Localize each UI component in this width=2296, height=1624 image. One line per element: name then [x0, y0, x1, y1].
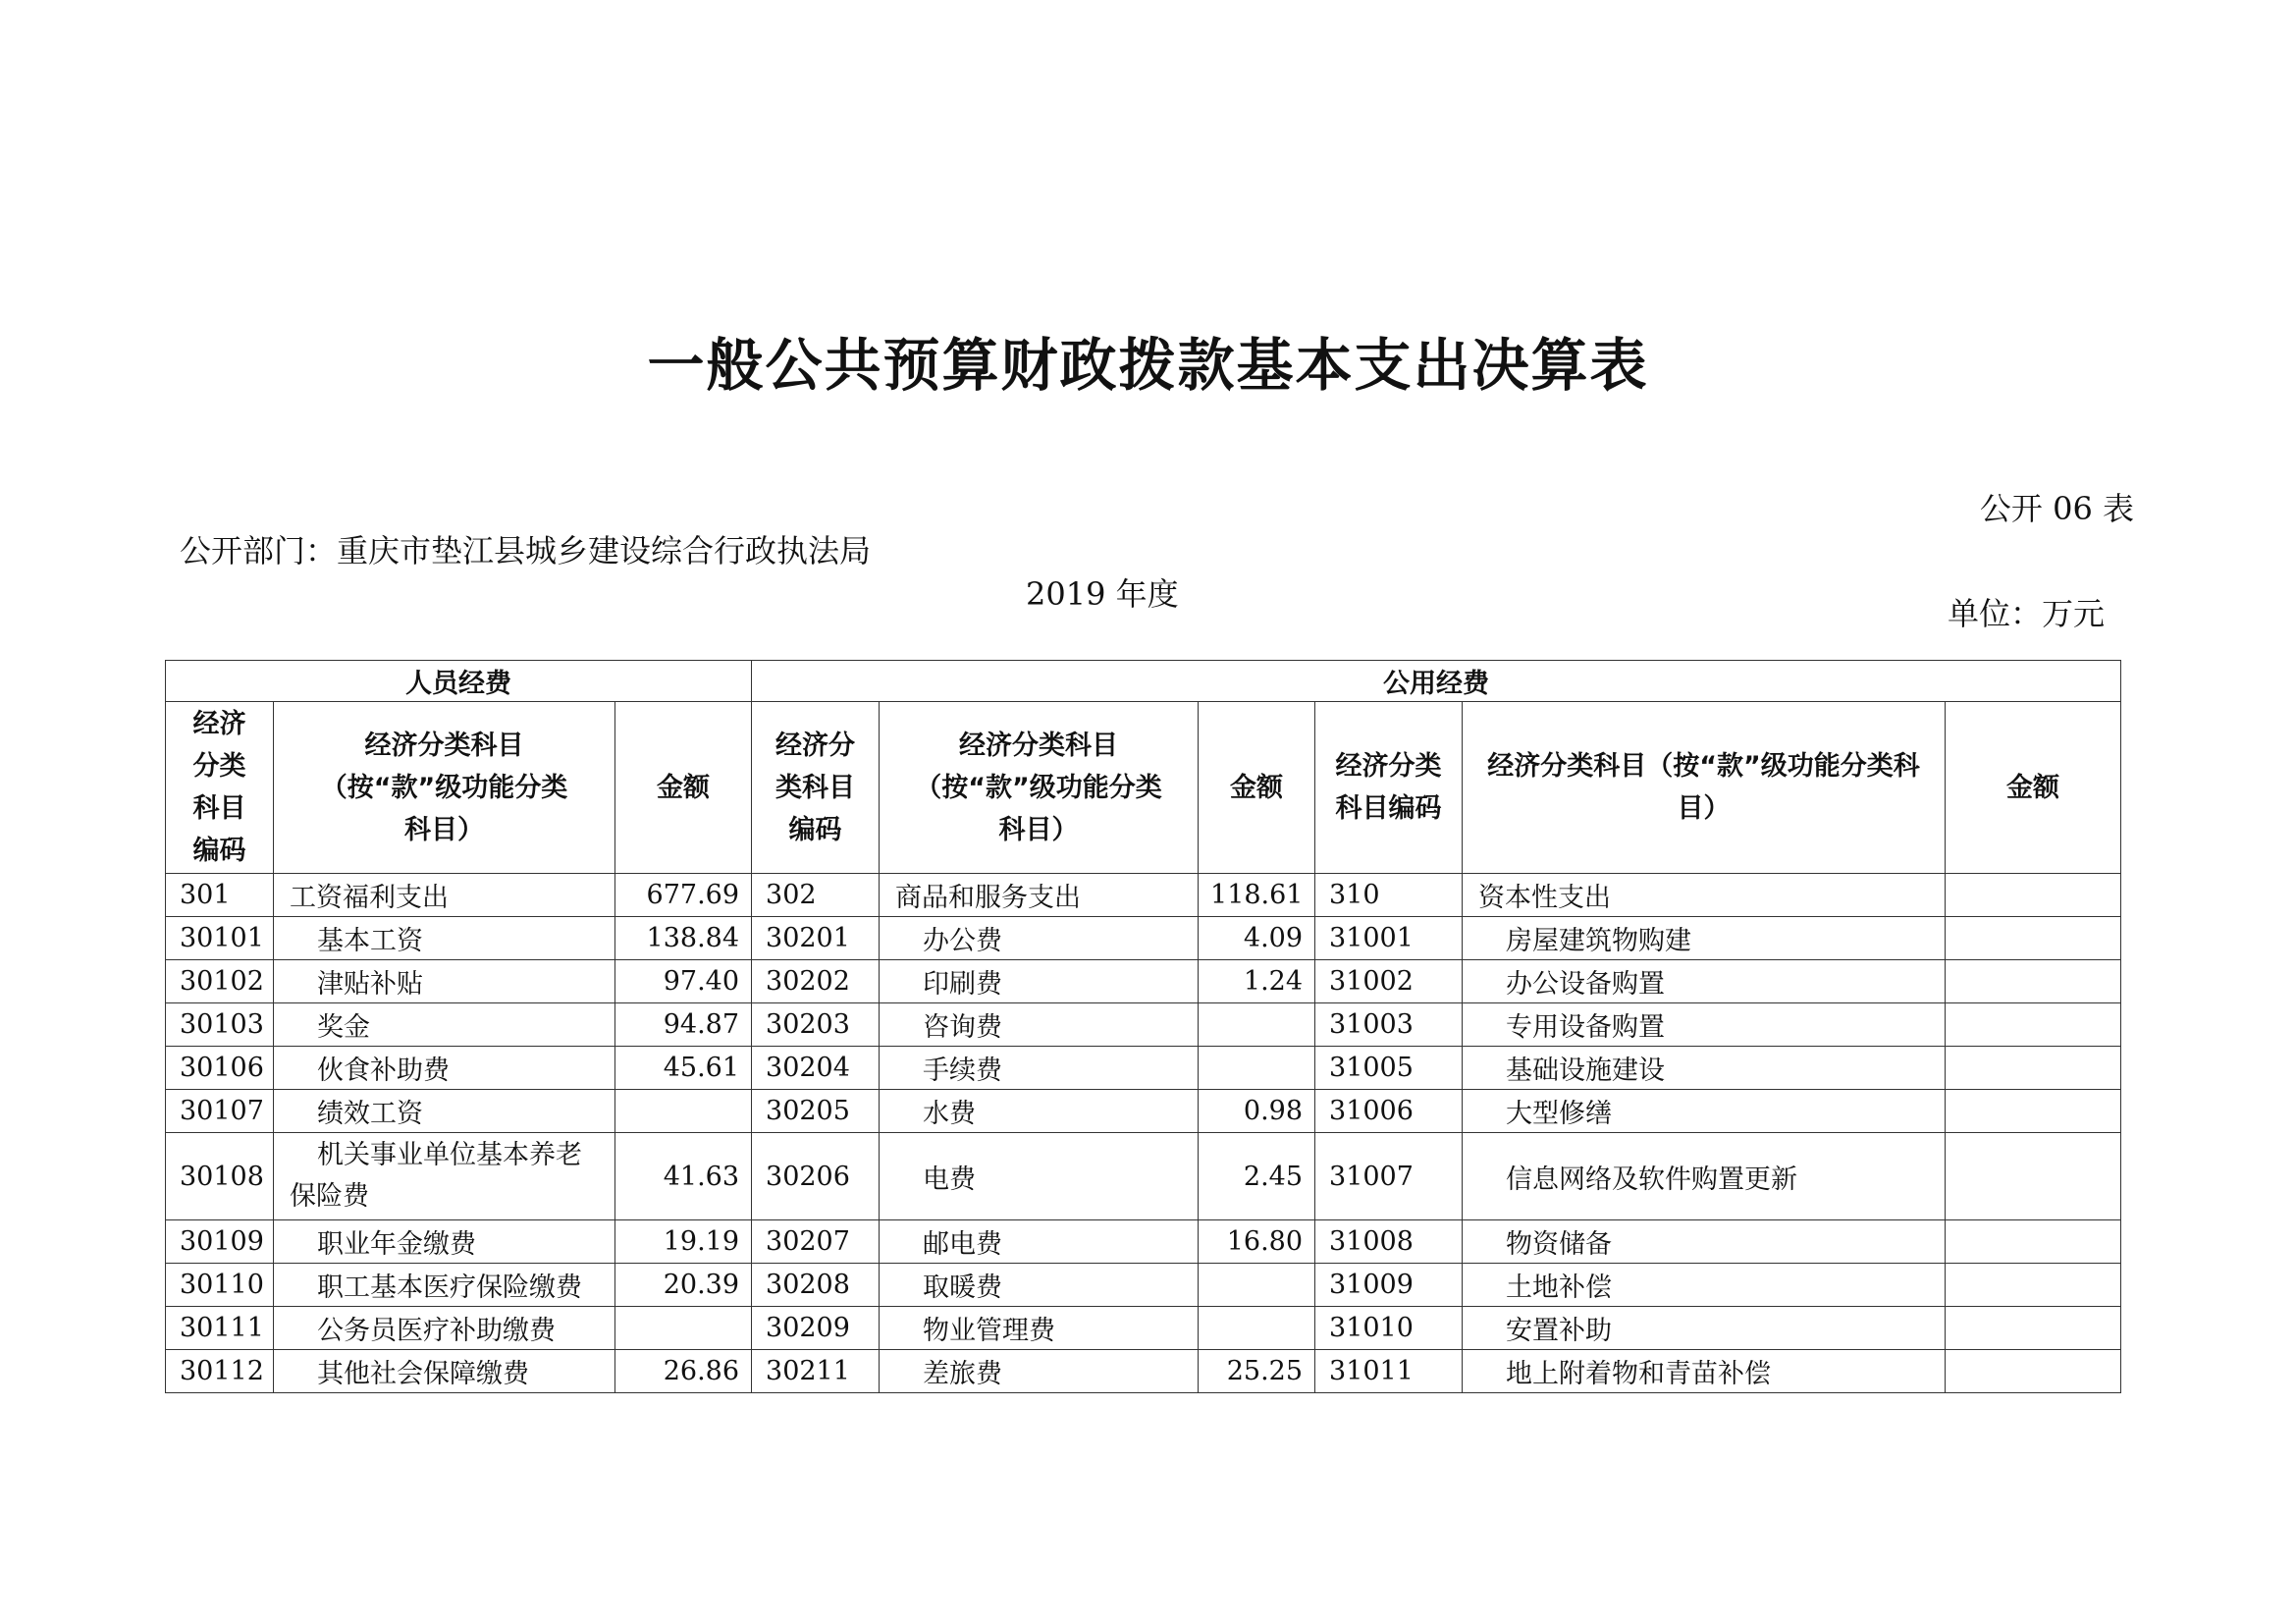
cell-code-public1: 30204 — [752, 1047, 880, 1090]
cell-amount-public2 — [1946, 960, 2121, 1003]
cell-code-personnel: 30106 — [166, 1047, 274, 1090]
cell-code-personnel: 30110 — [166, 1264, 274, 1307]
cell-name-public1: 取暖费 — [880, 1264, 1199, 1307]
table-row — [166, 1133, 2121, 1220]
cell-name-public1: 差旅费 — [880, 1350, 1199, 1393]
cell-name-public2: 安置补助 — [1463, 1307, 1946, 1350]
cell-code-personnel: 30108 — [166, 1133, 274, 1220]
cell-amount-public2 — [1946, 874, 2121, 917]
table-row — [166, 1220, 2121, 1264]
header-name-public1: 经济分类科目（按“款”级功能分类科目） — [880, 702, 1199, 874]
cell-code-public2: 31002 — [1315, 960, 1463, 1003]
cell-name-public1: 物业管理费 — [880, 1307, 1199, 1350]
table-row — [166, 1264, 2121, 1307]
cell-code-public1: 30205 — [752, 1090, 880, 1133]
cell-name-public1: 印刷费 — [880, 960, 1199, 1003]
fiscal-year: 2019 年度 — [1026, 575, 1179, 613]
cell-name-personnel: 奖金 — [274, 1003, 615, 1047]
page-title: 一般公共预算财政拨款基本支出决算表 — [647, 332, 1649, 399]
cell-code-personnel: 301 — [166, 874, 274, 917]
group-header-row — [166, 661, 2121, 702]
cell-code-public2: 31008 — [1315, 1220, 1463, 1264]
cell-amount-public2 — [1946, 1047, 2121, 1090]
cell-code-public1: 30206 — [752, 1133, 880, 1220]
cell-code-public1: 30208 — [752, 1264, 880, 1307]
table-row — [166, 1307, 2121, 1350]
cell-name-personnel: 伙食补助费 — [274, 1047, 615, 1090]
cell-amount-public1 — [1199, 1047, 1315, 1090]
cell-amount-personnel: 41.63 — [615, 1133, 752, 1220]
cell-amount-public1: 2.45 — [1199, 1133, 1315, 1220]
column-header-row — [166, 702, 2121, 874]
table-row — [166, 1350, 2121, 1393]
table-row — [166, 917, 2121, 960]
cell-code-public2: 310 — [1315, 874, 1463, 917]
cell-code-personnel: 30101 — [166, 917, 274, 960]
cell-code-public2: 31006 — [1315, 1090, 1463, 1133]
cell-amount-public1: 4.09 — [1199, 917, 1315, 960]
cell-name-personnel: 工资福利支出 — [274, 874, 615, 917]
cell-code-public1: 30211 — [752, 1350, 880, 1393]
cell-code-public1: 302 — [752, 874, 880, 917]
cell-amount-public1: 16.80 — [1199, 1220, 1315, 1264]
cell-amount-public2 — [1946, 1220, 2121, 1264]
cell-code-personnel: 30103 — [166, 1003, 274, 1047]
cell-amount-public2 — [1946, 1003, 2121, 1047]
cell-amount-public1 — [1199, 1003, 1315, 1047]
cell-name-public1: 商品和服务支出 — [880, 874, 1199, 917]
table-row — [166, 1090, 2121, 1133]
cell-code-personnel: 30109 — [166, 1220, 274, 1264]
cell-amount-personnel — [615, 1307, 752, 1350]
cell-name-personnel: 绩效工资 — [274, 1090, 615, 1133]
cell-name-public2: 物资储备 — [1463, 1220, 1946, 1264]
cell-amount-personnel: 19.19 — [615, 1220, 752, 1264]
cell-amount-public2 — [1946, 1264, 2121, 1307]
cell-amount-public1: 118.61 — [1199, 874, 1315, 917]
cell-name-public1: 咨询费 — [880, 1003, 1199, 1047]
cell-amount-personnel: 45.61 — [615, 1047, 752, 1090]
header-amount-personnel: 金额 — [615, 702, 752, 874]
cell-code-public1: 30203 — [752, 1003, 880, 1047]
cell-name-public2: 信息网络及软件购置更新 — [1463, 1133, 1946, 1220]
header-amount-public1: 金额 — [1199, 702, 1315, 874]
cell-code-public2: 31005 — [1315, 1047, 1463, 1090]
cell-amount-public1: 25.25 — [1199, 1350, 1315, 1393]
cell-name-public2: 办公设备购置 — [1463, 960, 1946, 1003]
header-code-personnel: 经济分类科目编码 — [166, 702, 274, 874]
cell-name-personnel: 基本工资 — [274, 917, 615, 960]
cell-code-public1: 30207 — [752, 1220, 880, 1264]
cell-amount-personnel: 97.40 — [615, 960, 752, 1003]
cell-name-personnel: 机关事业单位基本养老保险费 — [274, 1133, 615, 1220]
table-row — [166, 1003, 2121, 1047]
cell-name-public1: 手续费 — [880, 1047, 1199, 1090]
cell-code-public2: 31007 — [1315, 1133, 1463, 1220]
cell-name-public2: 房屋建筑物购建 — [1463, 917, 1946, 960]
cell-code-public2: 31009 — [1315, 1264, 1463, 1307]
cell-amount-personnel — [615, 1090, 752, 1133]
cell-code-public2: 31011 — [1315, 1350, 1463, 1393]
cell-amount-personnel: 677.69 — [615, 874, 752, 917]
cell-code-personnel: 30111 — [166, 1307, 274, 1350]
cell-name-public1: 邮电费 — [880, 1220, 1199, 1264]
group-public: 公用经费 — [752, 661, 2121, 702]
table-row — [166, 960, 2121, 1003]
cell-name-personnel: 公务员医疗补助缴费 — [274, 1307, 615, 1350]
cell-name-personnel: 职工基本医疗保险缴费 — [274, 1264, 615, 1307]
cell-amount-public2 — [1946, 1090, 2121, 1133]
header-amount-public2: 金额 — [1946, 702, 2121, 874]
cell-name-public1: 办公费 — [880, 917, 1199, 960]
group-personnel: 人员经费 — [166, 661, 752, 702]
cell-amount-public1: 1.24 — [1199, 960, 1315, 1003]
table-row — [166, 1047, 2121, 1090]
table-number: 公开 06 表 — [1979, 490, 2134, 527]
cell-code-personnel: 30112 — [166, 1350, 274, 1393]
cell-amount-personnel: 26.86 — [615, 1350, 752, 1393]
cell-amount-public2 — [1946, 1133, 2121, 1220]
cell-amount-personnel: 20.39 — [615, 1264, 752, 1307]
cell-amount-personnel: 94.87 — [615, 1003, 752, 1047]
cell-name-public2: 基础设施建设 — [1463, 1047, 1946, 1090]
header-code-public2: 经济分类科目编码 — [1315, 702, 1463, 874]
cell-name-personnel: 其他社会保障缴费 — [274, 1350, 615, 1393]
cell-amount-public1: 0.98 — [1199, 1090, 1315, 1133]
header-name-public2: 经济分类科目（按“款”级功能分类科目） — [1463, 702, 1946, 874]
header-code-public1: 经济分类科目编码 — [752, 702, 880, 874]
table-row — [166, 874, 2121, 917]
cell-name-public1: 水费 — [880, 1090, 1199, 1133]
cell-amount-public1 — [1199, 1307, 1315, 1350]
cell-code-public1: 30209 — [752, 1307, 880, 1350]
cell-amount-public2 — [1946, 917, 2121, 960]
cell-code-personnel: 30102 — [166, 960, 274, 1003]
cell-amount-public1 — [1199, 1264, 1315, 1307]
cell-name-public2: 资本性支出 — [1463, 874, 1946, 917]
cell-code-public2: 31001 — [1315, 917, 1463, 960]
header-name-personnel: 经济分类科目（按“款”级功能分类科目） — [274, 702, 615, 874]
cell-code-public1: 30202 — [752, 960, 880, 1003]
cell-name-public2: 地上附着物和青苗补偿 — [1463, 1350, 1946, 1393]
cell-amount-personnel: 138.84 — [615, 917, 752, 960]
cell-code-personnel: 30107 — [166, 1090, 274, 1133]
cell-code-public2: 31003 — [1315, 1003, 1463, 1047]
expenditure-table — [165, 660, 2121, 1393]
cell-code-public1: 30201 — [752, 917, 880, 960]
cell-name-personnel: 津贴补贴 — [274, 960, 615, 1003]
cell-name-public2: 大型修缮 — [1463, 1090, 1946, 1133]
cell-amount-public2 — [1946, 1350, 2121, 1393]
unit-label: 单位：万元 — [1947, 595, 2105, 632]
department-label: 公开部门：重庆市垫江县城乡建设综合行政执法局 — [180, 532, 872, 569]
cell-name-public2: 专用设备购置 — [1463, 1003, 1946, 1047]
cell-amount-public2 — [1946, 1307, 2121, 1350]
cell-code-public2: 31010 — [1315, 1307, 1463, 1350]
cell-name-personnel: 职业年金缴费 — [274, 1220, 615, 1264]
cell-name-public2: 土地补偿 — [1463, 1264, 1946, 1307]
cell-name-public1: 电费 — [880, 1133, 1199, 1220]
